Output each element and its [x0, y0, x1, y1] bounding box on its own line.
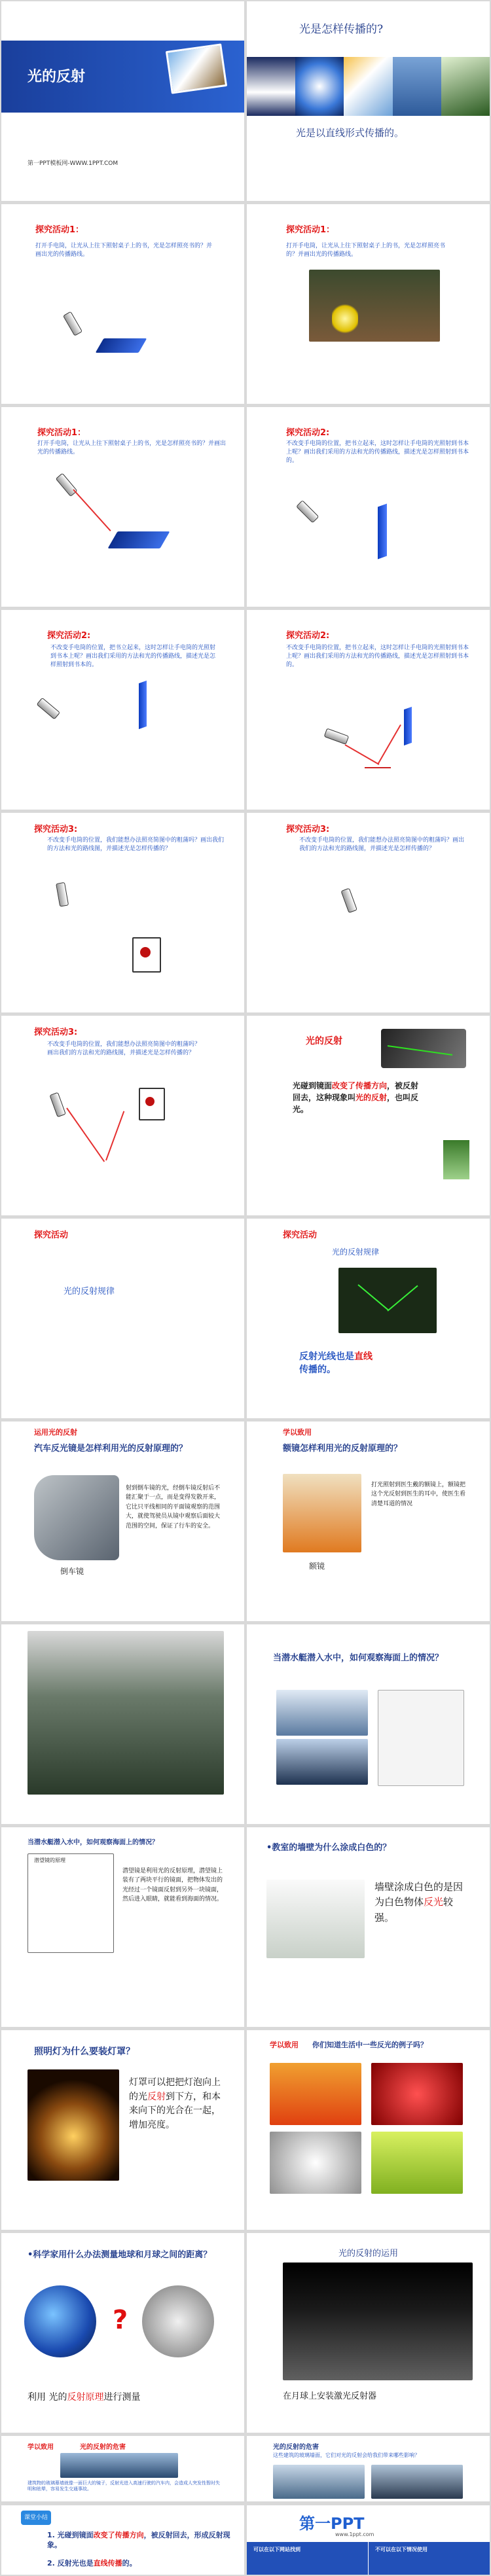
activity-heading: 探究活动1：: [286, 225, 335, 235]
activity-heading: 探究活动3:: [286, 825, 330, 834]
flashlight-icon: [63, 312, 82, 336]
mirror-icon: [365, 767, 391, 772]
question-text: •科学家用什么办法测量地球和月球之间的距离？: [27, 2250, 212, 2260]
page-title: 光的反射: [27, 68, 86, 85]
book-upright-icon: [404, 707, 412, 745]
bottom-rows: [0, 2436, 491, 2576]
section-heading: 光的反射的危害: [273, 2444, 319, 2451]
slide-27[interactable]: [1, 2505, 244, 2575]
right-panel-title: 不可以在以下情况使用: [375, 2547, 427, 2552]
target-dot-icon: [140, 947, 151, 957]
flashlight-icon: [49, 1092, 65, 1118]
explanation-text: 墙壁涂成白色的是因为白色物体反光较强。: [374, 1881, 464, 1923]
activity-heading: 探究活动1：: [37, 428, 86, 438]
slide-3[interactable]: [1, 204, 244, 404]
image-caption: 在月球上安装激光反射器: [283, 2391, 377, 2401]
activity-heading: 探究活动1：: [35, 225, 84, 235]
slide-28[interactable]: [247, 2505, 490, 2575]
summary-badge: 课堂小结: [21, 2511, 51, 2525]
activity-heading: 探究活动: [283, 1230, 318, 1240]
explanation-text: 这些建筑的玻璃墙面，它们对光的反射会给我们带来哪些影响？: [273, 2452, 420, 2458]
slide-25[interactable]: [1, 2436, 244, 2501]
doctor-illustration: [283, 1474, 361, 1552]
activity-text: 不改变手电筒的位置，我们能想办法照亮简图中的粗蒲吗？画出我们的方法和光的路线图，并描述光是怎样传播的？: [299, 837, 465, 853]
summary-item-1: 1. 光碰到镜面改变了传播方向，被反射回去，形成反射现象。: [47, 2531, 230, 2550]
incident-ray-line: [345, 744, 380, 765]
section-heading: 光的反射: [306, 1036, 342, 1046]
brand-logo: 第一PPT: [299, 2514, 365, 2533]
conclusion-text: 反射光线也是直线 传播的。: [299, 1351, 373, 1375]
activity-text: 不改变手电筒的位置，把书立起来，这时怎样让手电筒的光照射到书本上呢？画出我们采用的方法和光的传播路线，描述光是怎样照射到书本的。: [286, 645, 469, 669]
definition-text: 光碰到镜面改变了传播方向，被反射回去，这种现象叫光的反射，也叫反光。: [293, 1081, 419, 1114]
slide-16[interactable]: [247, 1422, 490, 1621]
activity-heading: 探究活动2:: [286, 631, 330, 641]
activity-text: 打开手电筒，让光从上往下照射桌子上的书，光是怎样照亮书的？并画出光的传播路线。: [37, 440, 227, 456]
activity-text: 不改变手电筒的位置，我们能想办法照亮简图中的粗蒲吗？画出我们的方法和光的路线图，并描述光是怎样传播的？: [47, 1041, 201, 1057]
submarine-photo-1: [276, 1690, 368, 1736]
explanation-text: 利用 光的反射原理进行测量: [27, 2392, 141, 2403]
slide-4[interactable]: [247, 204, 490, 404]
question-text: •教室的墙壁为什么涂成白色的？: [266, 1843, 391, 1853]
plant-photo: [443, 1140, 469, 1179]
brand-url: www.1ppt.com: [335, 2531, 374, 2537]
section-label: 运用光的反射: [34, 1428, 77, 1437]
slide-13[interactable]: [1, 1219, 244, 1418]
explanation-text: 潜望镜是利用光的反射原理，潜望镜上装有了两块平行的镜面，把物体发出的光经过一个镜面反射到另外一块镜面，然后进入眼睛，就能看到海面的情况。: [122, 1868, 223, 1903]
title-photo: [166, 43, 227, 94]
book-icon: [96, 338, 147, 353]
section-heading: 光的反射的运用: [338, 2249, 399, 2259]
activity-heading: 探究活动2:: [286, 428, 330, 438]
activity-text: 打开手电筒，让光从上往下照射桌子上的书，光是怎样照亮书的？并画出光的传播路线。: [286, 243, 446, 259]
left-panel-title: 可以在以下网站找到: [253, 2547, 300, 2552]
flashlight-icon: [37, 698, 61, 720]
activity-text: 打开手电筒，让光从上往下照射桌子上的书，光是怎样照亮书的？并画出光的传播路线。: [35, 243, 213, 259]
slide-11[interactable]: [1, 1016, 244, 1215]
demo-photo: [381, 1029, 466, 1068]
activity-heading: 探究活动2:: [47, 631, 91, 641]
question-text: 额镜怎样利用光的反射原理的？: [283, 1444, 403, 1454]
reflector-road-photo: [270, 2063, 361, 2125]
slide-14[interactable]: [247, 1219, 490, 1418]
book-upright-icon: [139, 681, 147, 729]
book-upright-icon: [378, 503, 387, 559]
question-text: 你们知道生活中一些反光的例子吗？: [312, 2041, 427, 2049]
slide-8[interactable]: [247, 610, 490, 810]
section-label: 学以致用: [283, 1428, 312, 1437]
mirror-photo: [34, 1475, 119, 1560]
slide-2[interactable]: [247, 1, 490, 201]
flashlight-icon: [324, 728, 350, 744]
question-text: 照明灯为什么要装灯罩？: [34, 2047, 135, 2057]
light-ray-line: [73, 489, 111, 531]
flashlight-icon: [296, 500, 319, 523]
slide-7[interactable]: [1, 610, 244, 810]
lamp-photo: [27, 2069, 119, 2181]
flashlight-icon: [340, 888, 357, 914]
explanation-text: 打光照射到医生戴的额镜上，额镜把这个光反射到医生的耳中，使医生看清楚耳道的情况: [371, 1482, 466, 1507]
question-text: 当潜水艇潜入水中，如何观察海面上的情况？: [27, 1839, 158, 1846]
question-mark: ?: [113, 2305, 128, 2335]
subtitle: 光的反射规律: [332, 1247, 380, 1257]
safety-vest-photo: [371, 2132, 463, 2194]
light-spot-icon: [332, 302, 358, 335]
image-caption: 额镜: [309, 1562, 325, 1571]
slide-10[interactable]: [247, 813, 490, 1012]
activity-heading: 探究活动3:: [34, 825, 78, 834]
section-heading: 光的反射的危害: [80, 2444, 126, 2451]
subtitle: 光的反射规律: [64, 1287, 115, 1297]
slide-23[interactable]: [1, 2233, 244, 2433]
moon-image: [142, 2285, 214, 2357]
slide-1[interactable]: [1, 1, 244, 201]
answer-text: 光是以直线形式传播的。: [296, 127, 405, 139]
slide-12[interactable]: [247, 1016, 490, 1215]
question-text: 光是怎样传播的?: [299, 23, 384, 36]
lunar-reflector-photo: [283, 2263, 473, 2380]
slide-26[interactable]: [247, 2436, 490, 2501]
glass-building-photo: [60, 2453, 178, 2478]
section-label: 学以致用: [270, 2041, 299, 2049]
incident-ray-line: [66, 1107, 105, 1162]
activity-heading: 探究活动3:: [34, 1028, 78, 1037]
explanation-text: 建筑物的玻璃幕墙就像一面巨大的镜子，反射光进入高速行驶的汽车内，会造成人突发性暂时失明和眩晕，容易发生交通事故。: [27, 2480, 220, 2492]
headlight-photo: [270, 2132, 361, 2194]
flashlight-icon: [56, 882, 69, 907]
target-dot-icon: [145, 1097, 155, 1106]
activity-text: 不改变手电筒的位置，把书立起来，这时怎样让手电筒的光照射到书本上呢？画出我们采用的方法和光的传播路线，描述光是怎样照射到书本的。: [50, 645, 216, 669]
light-photo-strip: [247, 57, 490, 116]
slide-17[interactable]: [1, 1624, 244, 1824]
reflection-board-photo: [338, 1268, 437, 1333]
activity-text: 不改变手电筒的位置，把书立起来，这时怎样让手电筒的光照射到书本上呢？画出我们采用的方法和光的传播路线，描述光是怎样照射到书本的。: [286, 440, 469, 465]
diagram-label: 潜望镜的原理: [34, 1857, 65, 1863]
slide-20[interactable]: [247, 1827, 490, 2027]
reflected-ray-line: [377, 724, 401, 765]
slide-15[interactable]: [1, 1422, 244, 1621]
submarine-crew-photo: [27, 1631, 224, 1795]
periscope-diagram: [27, 1853, 114, 1953]
classroom-photo: [309, 270, 440, 342]
explanation-text: 灯罩可以把把灯泡向上的光反射到下方，和本来向下的光合在一起，增加亮度。: [129, 2077, 221, 2131]
earth-image: [24, 2285, 96, 2357]
slide-6[interactable]: [247, 407, 490, 607]
flashlight-icon: [56, 473, 78, 497]
periscope-diagram: [378, 1690, 464, 1786]
slide-18[interactable]: [247, 1624, 490, 1824]
submarine-photo-2: [276, 1739, 368, 1785]
slide-9[interactable]: [1, 813, 244, 1012]
slide-19[interactable]: [1, 1827, 244, 2027]
question-text: 汽车反光镜是怎样利用光的反射原理的？: [34, 1444, 188, 1454]
reflected-ray-line: [105, 1111, 124, 1160]
building-photo-2: [371, 2465, 463, 2499]
image-caption: 倒车镜: [60, 1567, 84, 1576]
red-reflector-photo: [371, 2063, 463, 2125]
explanation-text: 射到倒车镜的光，经倒车镜反射后不能汇聚于一点，而是变得发散开来，它比只平线相同的平面镜观察的范围大，就使驾驶员从镜中观察后面较大范围的空间，保证了行车的安全。: [126, 1485, 221, 1530]
slide-22[interactable]: [247, 2030, 490, 2230]
activity-text: 不改变手电筒的位置，我们能想办法照亮简图中的粗蒲吗？画出我们的方法和光的路线图，并描述光是怎样传播的？: [47, 837, 225, 853]
slide-5[interactable]: [1, 407, 244, 607]
slide-21[interactable]: [1, 2030, 244, 2230]
slide-24[interactable]: [247, 2233, 490, 2433]
activity-heading: 探究活动: [34, 1230, 69, 1240]
summary-item-2: 2. 反射光也是直线传播的。: [47, 2559, 137, 2567]
building-photo-1: [273, 2465, 365, 2499]
classroom-photo: [266, 1880, 365, 1958]
footer-text: 第一PPT模板网-WWW.1PPT.COM: [27, 160, 118, 167]
section-label: 学以致用: [27, 2444, 54, 2451]
book-icon: [107, 531, 170, 548]
question-text: 当潜水艇潜入水中，如何观察海面上的情况？: [273, 1653, 444, 1663]
